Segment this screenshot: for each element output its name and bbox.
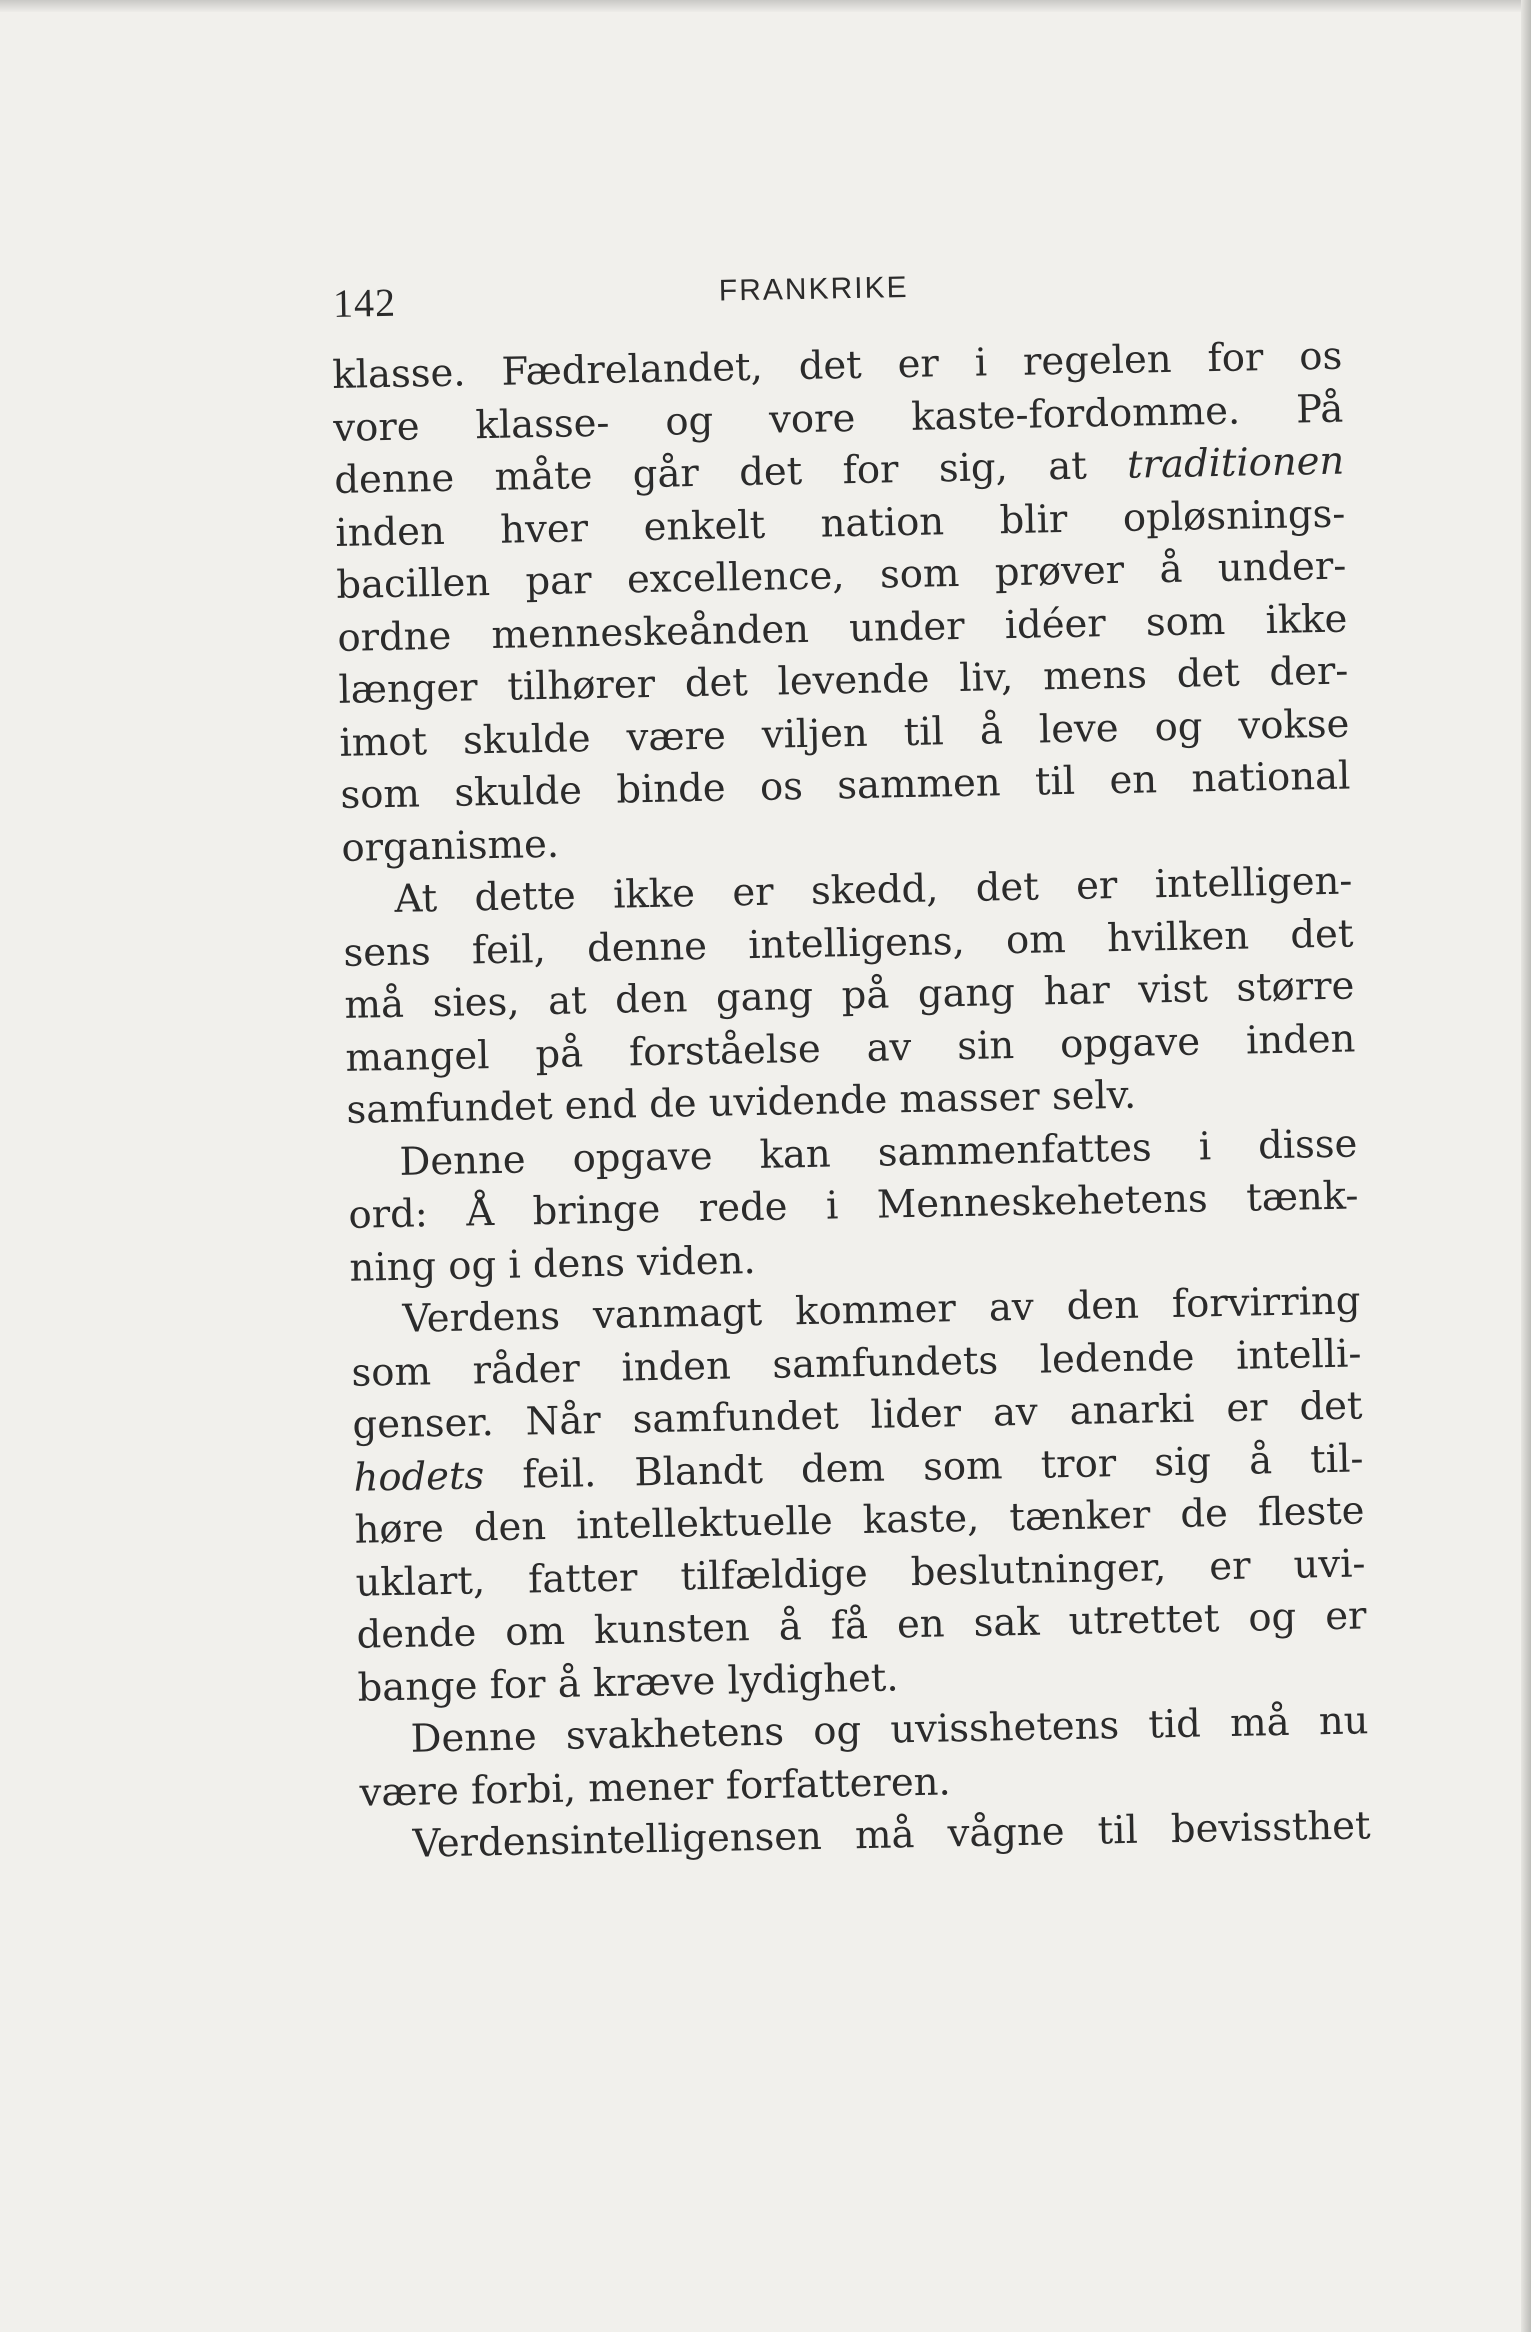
text-line: Denne svakhetens og uvisshetens tid må nu [410,1698,1369,1762]
text-line: ordne menneskeånden under idéer som ikke [337,596,1348,661]
text-line: Verdens vanmagt kommer av den forvirring [402,1278,1361,1342]
scan-top-edge [0,0,1531,12]
text-line: bacillen par excellence, som prøver å under- [336,543,1347,608]
text-line: inden hver enkelt nation blir opløsnings- [335,491,1346,556]
text-line: imot skulde være viljen til å leve og vokse [339,701,1350,766]
text-line: bange for å kræve lydighet. [357,1654,899,1711]
text-line: må sies, at den gang på gang har vist større [344,963,1355,1028]
paragraph [342,855,1357,1137]
text-line: vore klasse- og vore kaste-fordomme. På [332,386,1344,451]
text-line: genser. Når samfundet lider av anarki er det [352,1383,1363,1448]
text-line: samfundet end de uvidende masser selv. [346,1072,1137,1133]
running-head [330,231,1342,350]
text-line: denne måte går det for sig, at traditionen [333,438,1345,503]
paragraph [347,1118,1360,1295]
text-line: længer tilhører det levende liv, mens det der- [338,648,1349,713]
text-line: organisme. [341,821,560,871]
body-text [332,331,1371,1873]
text-line: hodets feil. Blandt dem som tror sig å til- [353,1435,1364,1501]
text-line: være forbi, mener forfatteren. [359,1758,952,1816]
running-title: FRANKRIKE [718,270,909,308]
paragraph [332,331,1352,875]
text-line: høre den intellektuelle kaste, tænker de fleste [354,1488,1365,1553]
paragraph [350,1275,1368,1714]
text-line: som skulde binde os sammen til en national [340,753,1351,818]
text-line: som råder inden samfundets ledende intelli- [351,1330,1362,1396]
text-line: ning og i dens viden. [349,1237,757,1291]
paragraph [358,1695,1370,1819]
text-line: mangel på forståelse av sin opgave inden [345,1015,1356,1081]
text-line: At dette ikke er skedd, det er intelligen- [394,858,1353,922]
text-line: sens feil, denne intelligens, om hvilken det [343,910,1354,976]
text-line: uklart, fatter tilfældige beslutninger, er uvi- [355,1540,1366,1606]
text-line: klasse. Fædrelandet, det er i regelen for os [331,333,1343,398]
page-number: 142 [332,279,397,326]
book-page [330,231,1371,1873]
text-line: Denne opgave kan sammenfattes i disse [399,1120,1358,1185]
text-line: ord: Å bringe rede i Menneskehetens tænk- [348,1173,1359,1238]
text-line: Verdensintelligensen må vågne til bevissthet [412,1803,1371,1867]
scan-right-edge [1521,0,1531,2332]
text-line: dende om kunsten å få en sak utrettet og er [356,1593,1367,1658]
